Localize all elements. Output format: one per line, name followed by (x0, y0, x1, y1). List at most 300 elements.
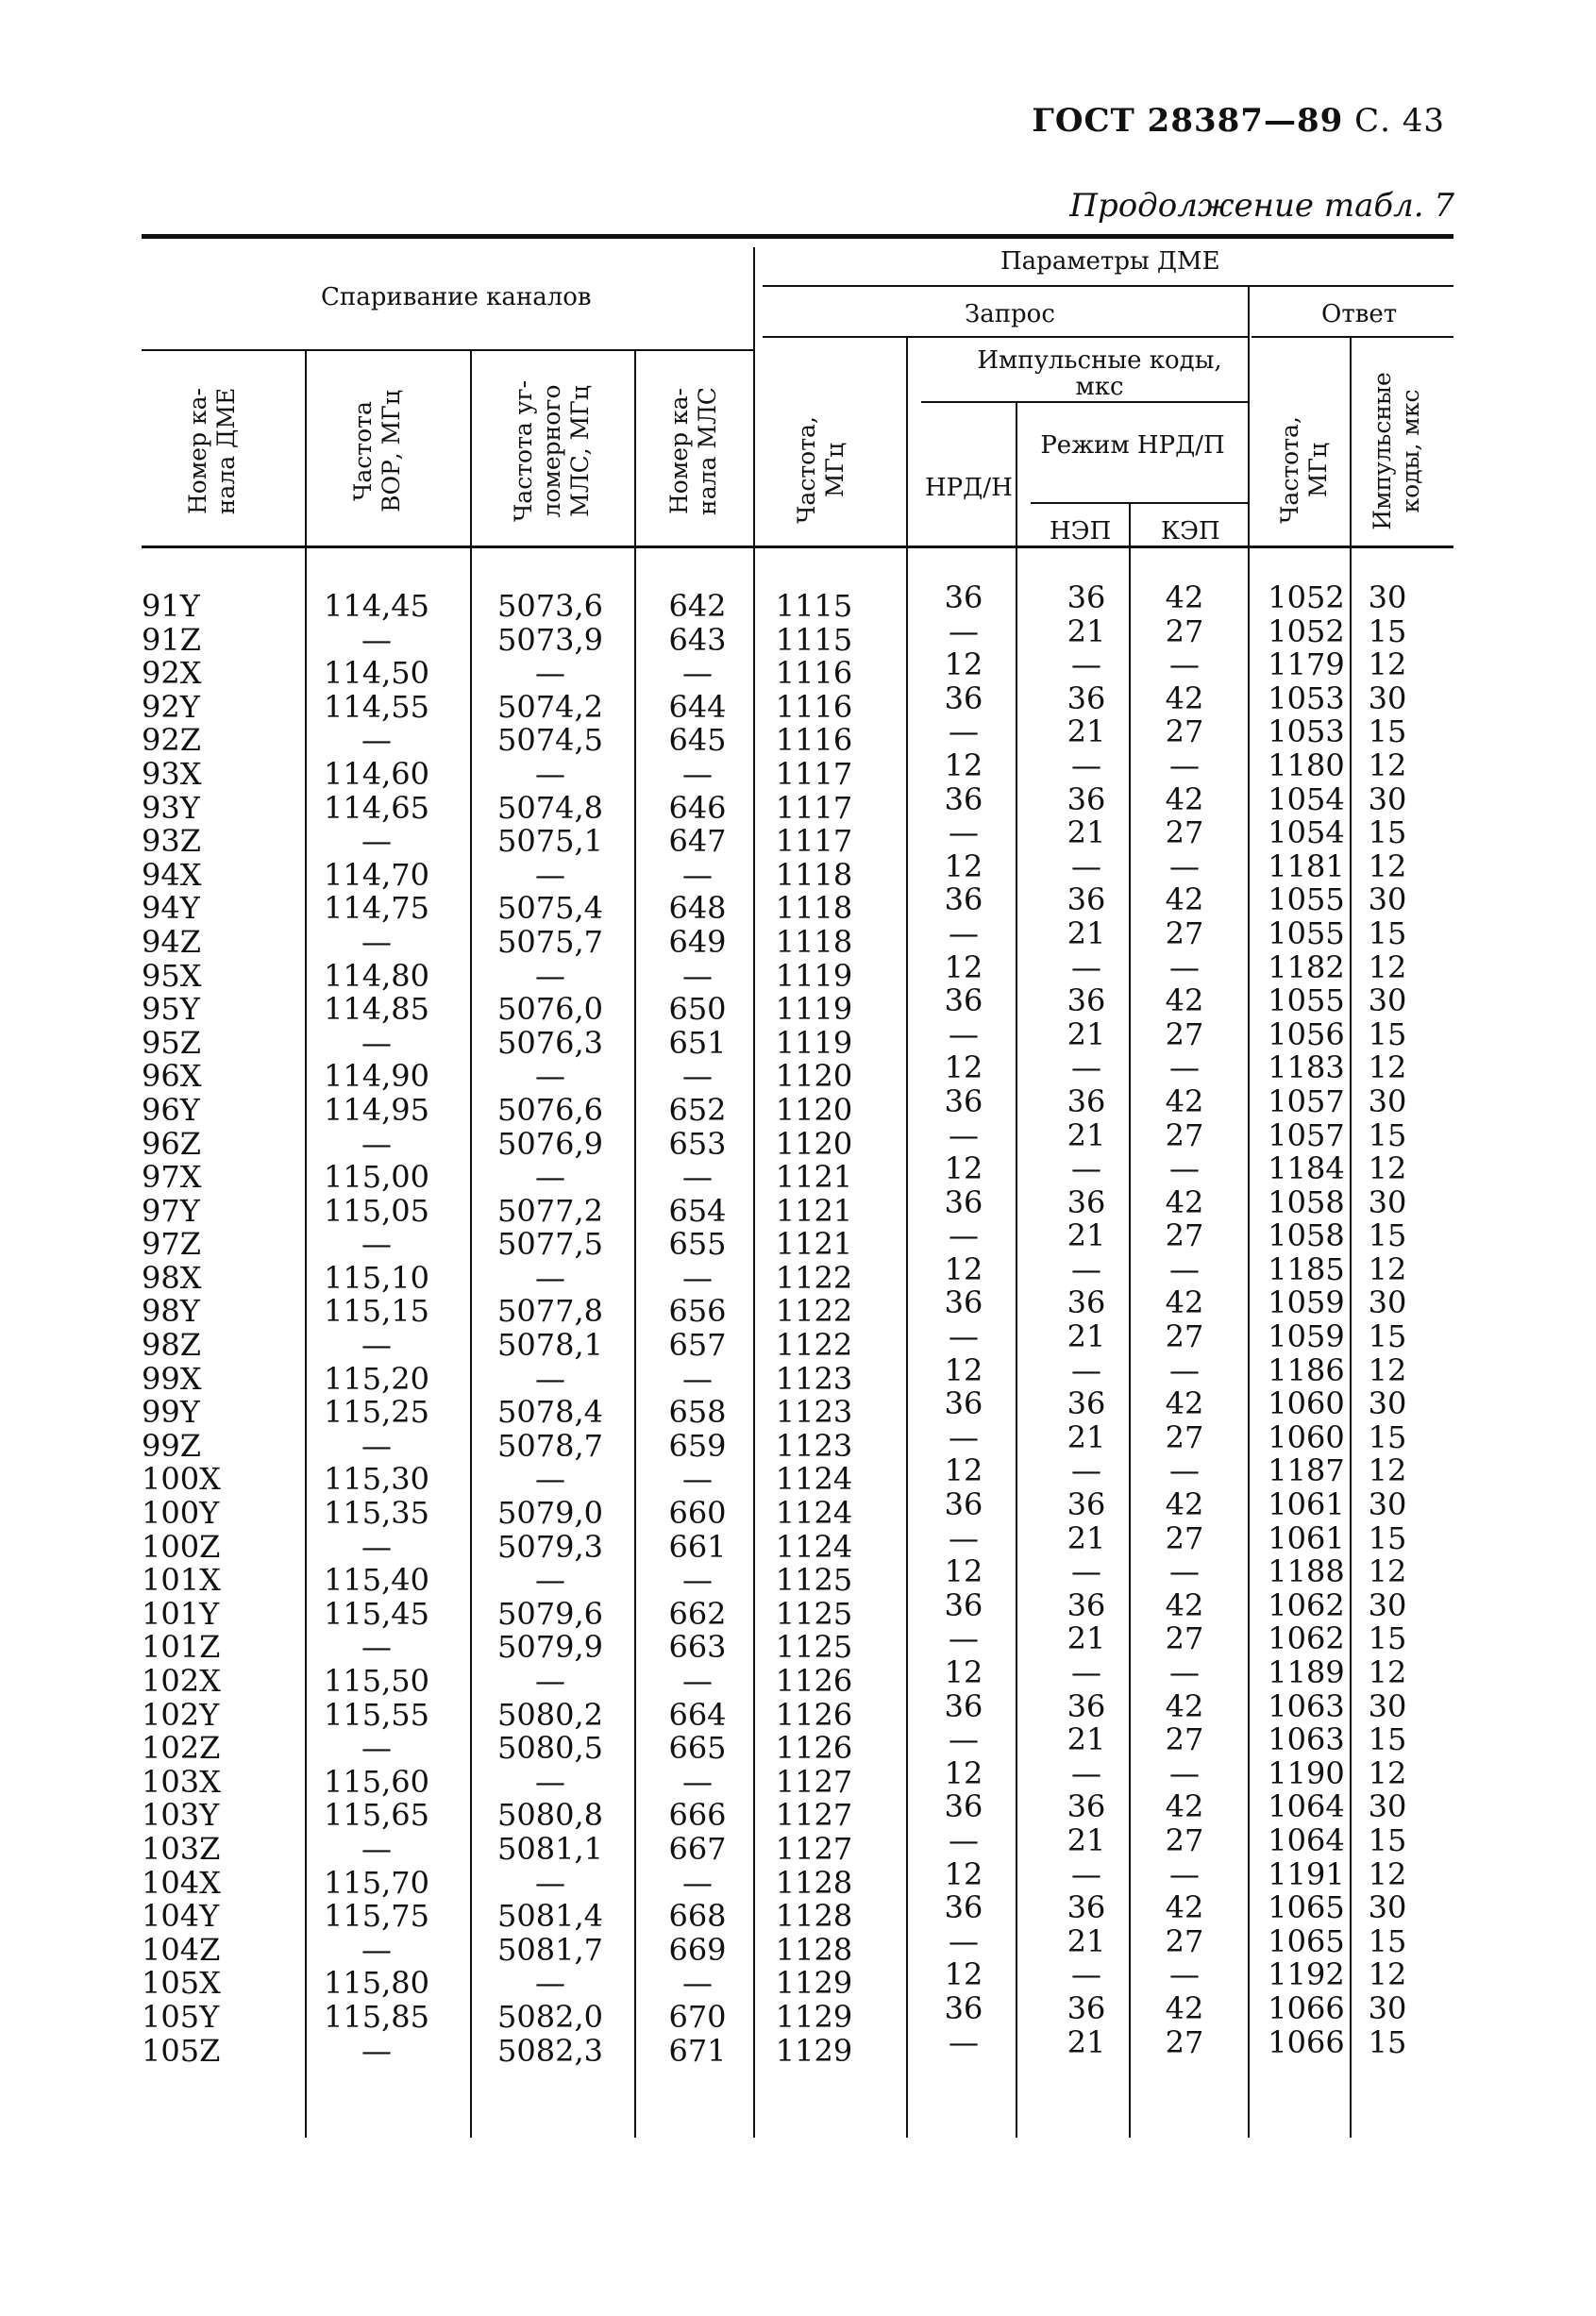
cell-kep-code: — (1169, 747, 1200, 783)
cell-reply-frequency: 1185 (1268, 1250, 1345, 1287)
cell-request-frequency: 1126 (775, 1730, 853, 1767)
cell-kep-code: 42 (1165, 982, 1204, 1019)
cell-kep-code: — (1169, 646, 1200, 683)
cell-nep-code: 21 (1067, 1318, 1106, 1355)
cell-nep-code: 36 (1067, 780, 1106, 817)
cell-request-frequency: 1127 (775, 1830, 853, 1867)
cell-reply-frequency: 1064 (1268, 1821, 1345, 1858)
cell-dme-channel: 96X (142, 1058, 202, 1095)
cell-mls-frequency: 5080,5 (497, 1730, 603, 1767)
cell-nep-code: 21 (1067, 713, 1106, 750)
cell-vor-frequency: — (361, 722, 392, 759)
cell-nep-code: 36 (1067, 680, 1106, 716)
cell-nrd-n-code: — (949, 1821, 979, 1858)
cell-reply-pulse-code: 12 (1368, 646, 1407, 683)
cell-nep-code: 36 (1067, 1082, 1106, 1119)
cell-kep-code: 42 (1165, 1989, 1204, 2026)
cell-nrd-n-code: — (949, 814, 979, 851)
cell-kep-code: 27 (1165, 1217, 1204, 1254)
cell-reply-frequency: 1053 (1268, 713, 1345, 750)
cell-reply-frequency: 1066 (1268, 2023, 1345, 2060)
cell-reply-pulse-code: 30 (1368, 1183, 1407, 1220)
cell-mls-channel: — (682, 856, 713, 893)
cell-kep-code: 27 (1165, 713, 1204, 750)
cell-nep-code: 21 (1067, 1015, 1106, 1052)
cell-reply-frequency: 1060 (1268, 1385, 1345, 1422)
cell-mls-channel: 661 (668, 1528, 727, 1565)
cell-dme-channel: 103Y (142, 1797, 220, 1834)
cell-reply-pulse-code: 15 (1368, 1116, 1407, 1153)
cell-kep-code: 27 (1165, 1922, 1204, 1959)
cell-reply-frequency: 1061 (1268, 1519, 1345, 1556)
cell-dme-channel: 102X (142, 1663, 221, 1699)
cell-mls-frequency: 5075,4 (497, 890, 603, 927)
cell-nrd-n-code: — (949, 915, 979, 951)
cell-nep-code: 21 (1067, 1519, 1106, 1556)
cell-mls-channel: 654 (668, 1192, 727, 1229)
cell-mls-frequency: 5081,7 (497, 1931, 603, 1968)
cell-reply-frequency: 1181 (1268, 848, 1345, 884)
cell-nrd-n-code: 12 (944, 1452, 983, 1489)
cell-mls-channel: 667 (668, 1830, 727, 1867)
cell-nep-code: — (1071, 1049, 1101, 1086)
cell-nrd-n-code: 36 (944, 1586, 983, 1623)
cell-mls-channel: 670 (668, 1998, 727, 2035)
cell-dme-channel: 93Y (142, 789, 200, 826)
cell-mls-frequency: 5074,2 (497, 688, 603, 725)
cell-reply-pulse-code: 15 (1368, 2023, 1407, 2060)
cell-nrd-n-code: 36 (944, 1082, 983, 1119)
cell-kep-code: 42 (1165, 1385, 1204, 1422)
cell-reply-pulse-code: 12 (1368, 848, 1407, 884)
cell-reply-frequency: 1060 (1268, 1418, 1345, 1455)
cell-nep-code: — (1071, 948, 1101, 985)
cell-dme-channel: 97Z (142, 1226, 201, 1263)
cell-mls-frequency: — (535, 755, 565, 792)
header-mls-channel: Номер ка- нала МЛС (665, 387, 721, 515)
cell-dme-channel: 91Z (142, 621, 201, 658)
cell-mls-frequency: 5082,0 (497, 1998, 603, 2035)
cell-nep-code: — (1071, 1150, 1101, 1187)
cell-vor-frequency: — (361, 1528, 392, 1565)
cell-reply-pulse-code: 12 (1368, 1855, 1407, 1892)
cell-mls-frequency: 5074,5 (497, 722, 603, 759)
cell-mls-channel: 671 (668, 2032, 727, 2069)
cell-mls-channel: 665 (668, 1730, 727, 1767)
cell-mls-channel: 645 (668, 722, 727, 759)
cell-mls-channel: 648 (668, 890, 727, 927)
cell-reply-pulse-code: 12 (1368, 948, 1407, 985)
cell-request-frequency: 1119 (775, 957, 853, 994)
cell-nrd-n-code: 36 (944, 881, 983, 918)
cell-mls-frequency: — (535, 1562, 565, 1599)
cell-request-frequency: 1120 (775, 1091, 853, 1128)
cell-request-frequency: 1129 (775, 1998, 853, 2035)
cell-reply-pulse-code: 30 (1368, 1082, 1407, 1119)
cell-request-frequency: 1123 (775, 1360, 853, 1397)
header-nrd-n: НРД/Н (925, 474, 1013, 502)
cell-vor-frequency: — (361, 1830, 392, 1867)
cell-dme-channel: 101Y (142, 1595, 220, 1632)
cell-reply-frequency: 1065 (1268, 1922, 1345, 1959)
cell-nrd-n-code: — (949, 1217, 979, 1254)
cell-vor-frequency: 114,80 (324, 957, 429, 994)
cell-mls-channel: 652 (668, 1091, 727, 1128)
cell-mls-channel: 668 (668, 1898, 727, 1935)
cell-reply-frequency: 1066 (1268, 1989, 1345, 2026)
cell-reply-frequency: 1052 (1268, 579, 1345, 615)
cell-nep-code: 21 (1067, 1116, 1106, 1153)
cell-kep-code: 27 (1165, 1015, 1204, 1052)
cell-reply-pulse-code: 12 (1368, 1956, 1407, 1993)
cell-reply-pulse-code: 30 (1368, 881, 1407, 918)
cell-dme-channel: 93X (142, 755, 202, 792)
cell-nrd-n-code: 36 (944, 1889, 983, 1926)
cell-vor-frequency: 114,90 (324, 1058, 429, 1095)
cell-mls-channel: 653 (668, 1125, 727, 1162)
cell-reply-frequency: 1186 (1268, 1351, 1345, 1388)
cell-vor-frequency: 115,70 (324, 1864, 429, 1901)
cell-mls-channel: 659 (668, 1427, 727, 1464)
cell-dme-channel: 101Z (142, 1629, 221, 1666)
cell-mls-channel: — (682, 1562, 713, 1599)
cell-kep-code: — (1169, 1754, 1200, 1791)
cell-request-frequency: 1127 (775, 1797, 853, 1834)
cell-nrd-n-code: 12 (944, 1250, 983, 1287)
cell-kep-code: 42 (1165, 780, 1204, 817)
cell-reply-frequency: 1179 (1268, 646, 1345, 683)
cell-vor-frequency: 115,50 (324, 1663, 429, 1699)
table-row (0, 2023, 1596, 2069)
cell-nep-code: 21 (1067, 613, 1106, 649)
cell-reply-frequency: 1189 (1268, 1654, 1345, 1690)
cell-kep-code: — (1169, 1351, 1200, 1388)
cell-nep-code: 36 (1067, 1183, 1106, 1220)
cell-nrd-n-code: 36 (944, 1183, 983, 1220)
cell-vor-frequency: — (361, 823, 392, 860)
cell-reply-pulse-code: 30 (1368, 1586, 1407, 1623)
cell-vor-frequency: — (361, 1629, 392, 1666)
cell-vor-frequency: 115,65 (324, 1797, 429, 1834)
cell-request-frequency: 1127 (775, 1763, 853, 1800)
cell-nep-code: 21 (1067, 1620, 1106, 1657)
cell-request-frequency: 1125 (775, 1595, 853, 1632)
cell-vor-frequency: 115,45 (324, 1595, 429, 1632)
cell-kep-code: 27 (1165, 915, 1204, 951)
cell-kep-code: 27 (1165, 613, 1204, 649)
cell-kep-code: 42 (1165, 579, 1204, 615)
cell-vor-frequency: 115,55 (324, 1696, 429, 1733)
cell-nep-code: — (1071, 1351, 1101, 1388)
cell-request-frequency: 1122 (775, 1293, 853, 1330)
cell-mls-frequency: — (535, 856, 565, 893)
cell-reply-pulse-code: 15 (1368, 1922, 1407, 1959)
cell-request-frequency: 1118 (775, 890, 853, 927)
cell-reply-frequency: 1190 (1268, 1754, 1345, 1791)
header-reply-frequency: Частота, МГц (1276, 416, 1332, 524)
cell-request-frequency: 1126 (775, 1696, 853, 1733)
cell-nep-code: — (1071, 1654, 1101, 1690)
cell-nrd-n-code: 12 (944, 1855, 983, 1892)
standard-number: ГОСТ 28387—89 (1032, 102, 1344, 140)
cell-dme-channel: 99Y (142, 1394, 200, 1431)
cell-mls-channel: 642 (668, 588, 727, 624)
cell-dme-channel: 95Z (142, 1024, 201, 1061)
cell-reply-pulse-code: 15 (1368, 1620, 1407, 1657)
cell-reply-pulse-code: 15 (1368, 1821, 1407, 1858)
cell-dme-channel: 98Y (142, 1293, 200, 1330)
cell-reply-frequency: 1188 (1268, 1553, 1345, 1590)
cell-kep-code: — (1169, 1956, 1200, 1993)
cell-dme-channel: 101X (142, 1562, 221, 1599)
cell-mls-frequency: — (535, 1058, 565, 1095)
cell-vor-frequency: — (361, 1226, 392, 1263)
cell-dme-channel: 100X (142, 1461, 221, 1498)
cell-dme-channel: 95Y (142, 991, 200, 1028)
cell-vor-frequency: 115,00 (324, 1159, 429, 1196)
cell-kep-code: 27 (1165, 1620, 1204, 1657)
cell-nrd-n-code: 12 (944, 1049, 983, 1086)
cell-dme-channel: 100Z (142, 1528, 221, 1565)
cell-mls-frequency: 5078,7 (497, 1427, 603, 1464)
cell-request-frequency: 1125 (775, 1562, 853, 1599)
cell-nrd-n-code: 12 (944, 1150, 983, 1187)
header-dme-params: Параметры ДМЕ (1000, 247, 1220, 276)
cell-mls-channel: — (682, 1663, 713, 1699)
cell-nep-code: — (1071, 848, 1101, 884)
cell-dme-channel: 97Y (142, 1192, 200, 1229)
cell-kep-code: — (1169, 1250, 1200, 1287)
cell-reply-frequency: 1054 (1268, 780, 1345, 817)
cell-reply-frequency: 1055 (1268, 881, 1345, 918)
cell-dme-channel: 91Y (142, 588, 200, 624)
cell-request-frequency: 1128 (775, 1931, 853, 1968)
cell-nrd-n-code: — (949, 1318, 979, 1355)
cell-vor-frequency: — (361, 1730, 392, 1767)
cell-request-frequency: 1115 (775, 588, 853, 624)
cell-reply-frequency: 1063 (1268, 1721, 1345, 1758)
cell-kep-code: — (1169, 1452, 1200, 1489)
cell-vor-frequency: 114,75 (324, 890, 429, 927)
cell-dme-channel: 104X (142, 1864, 221, 1901)
cell-dme-channel: 104Z (142, 1931, 221, 1968)
cell-mls-frequency: 5081,1 (497, 1830, 603, 1867)
cell-reply-frequency: 1058 (1268, 1183, 1345, 1220)
header-bottom-rule (142, 545, 1453, 548)
cell-mls-channel: 662 (668, 1595, 727, 1632)
cell-request-frequency: 1121 (775, 1226, 853, 1263)
cell-mls-channel: — (682, 1259, 713, 1296)
cell-reply-frequency: 1053 (1268, 680, 1345, 716)
cell-kep-code: 42 (1165, 1486, 1204, 1523)
cell-request-frequency: 1124 (775, 1461, 853, 1498)
cell-reply-pulse-code: 30 (1368, 579, 1407, 615)
cell-nrd-n-code: 12 (944, 948, 983, 985)
cell-reply-pulse-code: 12 (1368, 747, 1407, 783)
cell-reply-frequency: 1187 (1268, 1452, 1345, 1489)
cell-reply-pulse-code: 30 (1368, 1889, 1407, 1926)
cell-mls-frequency: 5078,1 (497, 1327, 603, 1364)
cell-nrd-n-code: — (949, 1721, 979, 1758)
cell-mls-channel: 669 (668, 1931, 727, 1968)
cell-dme-channel: 102Z (142, 1730, 221, 1767)
cell-nep-code: 36 (1067, 1687, 1106, 1724)
cell-kep-code: — (1169, 948, 1200, 985)
cell-request-frequency: 1116 (775, 655, 853, 692)
cell-reply-frequency: 1191 (1268, 1855, 1345, 1892)
header-pulse-codes: Импульсные коды, мкс (977, 346, 1222, 401)
cell-nep-code: 21 (1067, 814, 1106, 851)
cell-mls-frequency: 5079,3 (497, 1528, 603, 1565)
cell-nep-code: 36 (1067, 1889, 1106, 1926)
cell-nep-code: 36 (1067, 1989, 1106, 2026)
cell-kep-code: 27 (1165, 1821, 1204, 1858)
cell-kep-code: 27 (1165, 1519, 1204, 1556)
cell-reply-pulse-code: 15 (1368, 1418, 1407, 1455)
cell-mls-channel: 660 (668, 1495, 727, 1532)
cell-kep-code: 42 (1165, 1788, 1204, 1825)
cell-dme-channel: 92X (142, 655, 202, 692)
cell-mls-channel: 650 (668, 991, 727, 1028)
cell-kep-code: 42 (1165, 1082, 1204, 1119)
cell-request-frequency: 1117 (775, 789, 853, 826)
cell-mls-frequency: — (535, 957, 565, 994)
cell-request-frequency: 1126 (775, 1663, 853, 1699)
cell-dme-channel: 103Z (142, 1830, 221, 1867)
cell-reply-frequency: 1057 (1268, 1082, 1345, 1119)
cell-mls-channel: — (682, 1864, 713, 1901)
cell-mls-frequency: — (535, 1864, 565, 1901)
cell-vor-frequency: 115,05 (324, 1192, 429, 1229)
cell-kep-code: 27 (1165, 1721, 1204, 1758)
cell-nep-code: 36 (1067, 1586, 1106, 1623)
cell-request-frequency: 1129 (775, 1965, 853, 2002)
cell-request-frequency: 1115 (775, 621, 853, 658)
cell-nrd-n-code: 12 (944, 747, 983, 783)
table-body (0, 579, 1596, 2069)
cell-kep-code: 42 (1165, 1687, 1204, 1724)
cell-request-frequency: 1123 (775, 1394, 853, 1431)
cell-kep-code: 27 (1165, 1418, 1204, 1455)
cell-vor-frequency: 115,30 (324, 1461, 429, 1498)
cell-reply-frequency: 1063 (1268, 1687, 1345, 1724)
cell-mls-channel: 646 (668, 789, 727, 826)
cell-nep-code: — (1071, 1855, 1101, 1892)
cell-vor-frequency: 114,65 (324, 789, 429, 826)
cell-dme-channel: 105Y (142, 1998, 220, 2035)
cell-dme-channel: 97X (142, 1159, 202, 1196)
header-request-frequency: Частота, МГц (793, 416, 848, 524)
cell-request-frequency: 1121 (775, 1159, 853, 1196)
cell-kep-code: 42 (1165, 881, 1204, 918)
header-reply: Ответ (1321, 300, 1398, 328)
cell-vor-frequency: — (361, 1125, 392, 1162)
cell-reply-frequency: 1052 (1268, 613, 1345, 649)
header-reply-pulse-codes: Импульсные коды, мкс (1369, 372, 1424, 530)
cell-request-frequency: 1125 (775, 1629, 853, 1666)
cell-kep-code: 42 (1165, 1889, 1204, 1926)
cell-nrd-n-code: 36 (944, 1989, 983, 2026)
cell-nep-code: 36 (1067, 1788, 1106, 1825)
cell-nrd-n-code: — (949, 713, 979, 750)
cell-request-frequency: 1117 (775, 755, 853, 792)
cell-dme-channel: 96Z (142, 1125, 201, 1162)
cell-mls-frequency: 5079,6 (497, 1595, 603, 1632)
cell-dme-channel: 98Z (142, 1327, 201, 1364)
cell-reply-frequency: 1183 (1268, 1049, 1345, 1086)
cell-dme-channel: 98X (142, 1259, 202, 1296)
cell-vor-frequency: 115,75 (324, 1898, 429, 1935)
cell-reply-pulse-code: 30 (1368, 982, 1407, 1019)
cell-reply-frequency: 1182 (1268, 948, 1345, 985)
cell-reply-frequency: 1061 (1268, 1486, 1345, 1523)
cell-reply-pulse-code: 30 (1368, 1989, 1407, 2026)
cell-nrd-n-code: — (949, 613, 979, 649)
cell-mls-frequency: 5082,3 (497, 2032, 603, 2069)
cell-mls-frequency: 5077,5 (497, 1226, 603, 1263)
cell-reply-pulse-code: 30 (1368, 1486, 1407, 1523)
cell-mls-frequency: 5077,2 (497, 1192, 603, 1229)
cell-vor-frequency: 114,85 (324, 991, 429, 1028)
cell-request-frequency: 1117 (775, 823, 853, 860)
cell-vor-frequency: 115,35 (324, 1495, 429, 1532)
cell-nep-code: 36 (1067, 982, 1106, 1019)
cell-nrd-n-code: 36 (944, 982, 983, 1019)
cell-request-frequency: 1123 (775, 1427, 853, 1464)
cell-reply-pulse-code: 12 (1368, 1250, 1407, 1287)
cell-request-frequency: 1124 (775, 1528, 853, 1565)
cell-kep-code: 42 (1165, 1183, 1204, 1220)
cell-vor-frequency: 114,60 (324, 755, 429, 792)
cell-dme-channel: 103X (142, 1763, 221, 1800)
cell-reply-pulse-code: 30 (1368, 1385, 1407, 1422)
cell-mls-frequency: 5076,0 (497, 991, 603, 1028)
cell-request-frequency: 1121 (775, 1192, 853, 1229)
cell-request-frequency: 1120 (775, 1058, 853, 1095)
cell-vor-frequency: 115,80 (324, 1965, 429, 2002)
cell-reply-pulse-code: 15 (1368, 713, 1407, 750)
cell-mls-frequency: — (535, 1360, 565, 1397)
cell-mls-channel: 666 (668, 1797, 727, 1834)
cell-mls-frequency: — (535, 1259, 565, 1296)
cell-nep-code: 36 (1067, 881, 1106, 918)
cell-mls-channel: 643 (668, 621, 727, 658)
cell-dme-channel: 104Y (142, 1898, 220, 1935)
cell-nep-code: — (1071, 1250, 1101, 1287)
cell-mls-frequency: — (535, 1965, 565, 2002)
cell-vor-frequency: — (361, 1931, 392, 1968)
cell-vor-frequency: — (361, 923, 392, 960)
header-channel-pairing: Спаривание каналов (321, 283, 592, 311)
cell-kep-code: — (1169, 1553, 1200, 1590)
cell-nep-code: — (1071, 1754, 1101, 1791)
cell-reply-pulse-code: 30 (1368, 1687, 1407, 1724)
cell-reply-pulse-code: 15 (1368, 915, 1407, 951)
cell-mls-channel: — (682, 1159, 713, 1196)
cell-reply-pulse-code: 12 (1368, 1452, 1407, 1489)
cell-reply-pulse-code: 15 (1368, 613, 1407, 649)
cell-nep-code: — (1071, 1553, 1101, 1590)
cell-mls-channel: 644 (668, 688, 727, 725)
table-continuation-label: Продолжение табл. 7 (1069, 187, 1454, 225)
cell-nrd-n-code: 36 (944, 1788, 983, 1825)
cell-nep-code: — (1071, 747, 1101, 783)
cell-reply-pulse-code: 12 (1368, 1654, 1407, 1690)
cell-nrd-n-code: — (949, 1922, 979, 1959)
cell-nep-code: — (1071, 1452, 1101, 1489)
cell-nrd-n-code: 12 (944, 1553, 983, 1590)
cell-mls-channel: — (682, 1763, 713, 1800)
